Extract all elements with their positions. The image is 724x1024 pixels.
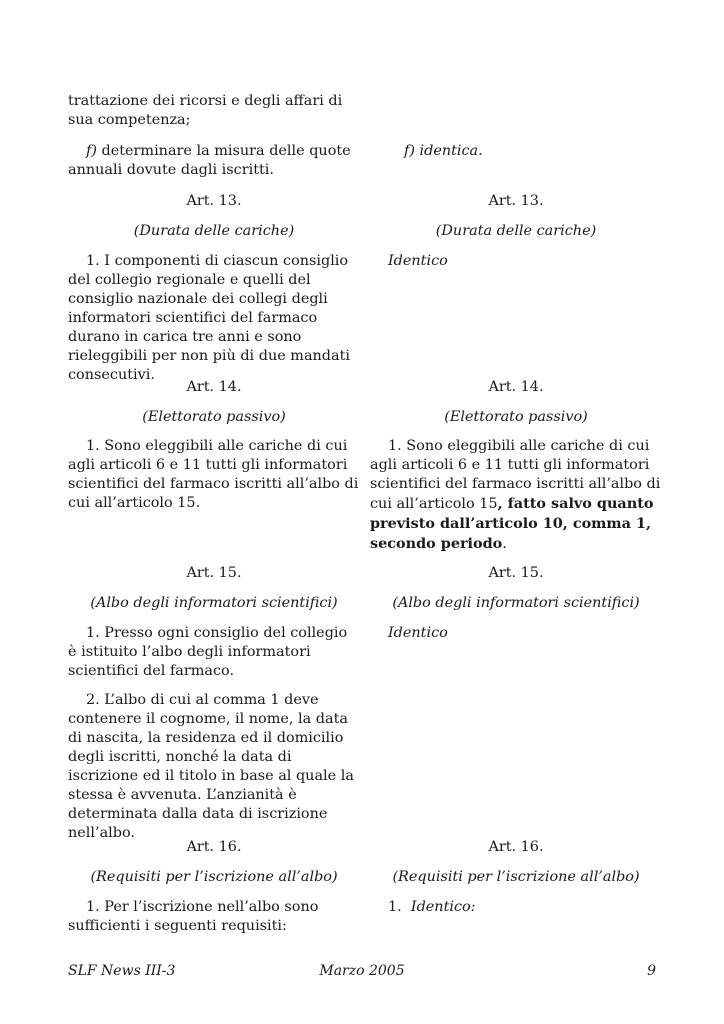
left-article-15-heading: Art. 15. (186, 565, 242, 581)
right-article-13-paragraph: Identico (388, 253, 448, 269)
right-article-14-paragraph (370, 437, 662, 554)
footer-page-number: 9 (647, 963, 656, 979)
left-article-14-heading: Art. 14. (186, 379, 242, 395)
left-article-15-title: (Albo degli informatori scientifici) (90, 595, 338, 611)
footer-publication: SLF News III-3 (68, 963, 176, 979)
right-article-16-heading: Art. 16. (488, 839, 544, 855)
left-article-16-paragraph: 1. Per l’iscrizione nell’albo sono sufficienti i seguenti requisiti: (68, 899, 319, 934)
left-article-16-heading: Art. 16. (186, 839, 242, 855)
left-article-13-paragraph: 1. I componenti di ciascun consiglio del collegio regionale e quelli del consiglio nazionale dei collegi degli informatori scientifici del farmaco durano in carica tre anni e sono rieleggibili per non più di due mandati consecutivi. (68, 253, 350, 383)
left-article-16-title: (Requisiti per l’iscrizione all’albo) (90, 869, 338, 885)
right-article-14-heading: Art. 14. (488, 379, 544, 395)
right-article-13-heading: Art. 13. (488, 193, 544, 209)
left-paragraph-f (68, 142, 360, 180)
right-article-15-heading: Art. 15. (488, 565, 544, 581)
footer-date: Marzo 2005 (319, 963, 405, 979)
right-article-15-paragraph: Identico (388, 625, 448, 641)
right-article-14-amendment: , fatto salvo quanto previsto dall’articolo 10, comma 1, secondo periodo (370, 495, 654, 552)
right-article-14-title: (Elettorato passivo) (444, 409, 588, 425)
left-article-15-paragraph-1: 1. Presso ogni consiglio del collegio è istituito l’albo degli informatori scientifici del farmaco. (68, 625, 348, 679)
left-article-15-paragraph-2: 2. L’albo di cui al comma 1 deve contenere il cognome, il nome, la data di nascita, la residenza ed il domicilio degli iscritti, nonché la data di iscrizione ed il titolo in base al quale la stessa è avvenuta. L’anzianità è determinata dalla data di iscrizione nell’albo. (68, 692, 354, 841)
right-article-16-number: 1. (388, 899, 402, 915)
right-article-14-end: . (502, 536, 507, 552)
right-article-14-text: 1. Sono eleggibili alle cariche di cui agli articoli 6 e 11 tutti gli informatori scientifici del farmaco iscritti all’albo di cui all’articolo 15 (370, 438, 661, 512)
right-article-16-title: (Requisiti per l’iscrizione all’albo) (392, 869, 640, 885)
right-article-15-title: (Albo degli informatori scientifici) (392, 595, 640, 611)
left-article-14-title: (Elettorato passivo) (142, 409, 286, 425)
right-article-16-text: Identico: (410, 899, 476, 915)
left-article-13-heading: Art. 13. (186, 193, 242, 209)
left-item-f-label: f) (86, 143, 97, 159)
right-article-13-title: (Durata delle cariche) (435, 223, 597, 239)
right-article-16-paragraph (370, 898, 662, 917)
left-item-f-text: determinare la misura delle quote annuali dovute dagli iscritti. (68, 143, 351, 178)
right-paragraph-f: f) identica. (404, 143, 483, 159)
left-paragraph-competenza: trattazione dei ricorsi e degli affari di sua competenza; (68, 93, 343, 128)
left-article-14-paragraph: 1. Sono eleggibili alle cariche di cui agli articoli 6 e 11 tutti gli informatori scientifici del farmaco iscritti all’albo di cui all’articolo 15. (68, 438, 359, 511)
left-article-13-title: (Durata delle cariche) (133, 223, 295, 239)
